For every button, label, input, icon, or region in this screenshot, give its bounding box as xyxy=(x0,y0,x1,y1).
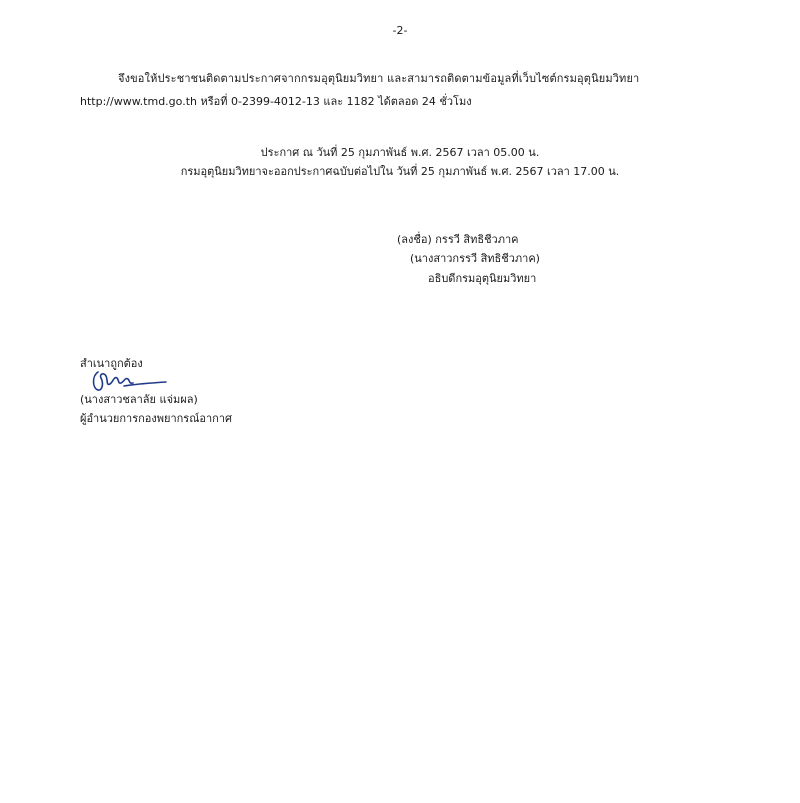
handwritten-signature-icon xyxy=(84,366,174,396)
certified-copy-title: ผู้อำนวยการกองพยากรณ์อากาศ xyxy=(80,412,233,425)
body-paragraph-line-1: จึงขอให้ประชาชนติดตามประกาศจากกรมอุตุนิยมวิทยา และสามารถติดตามข้อมูลที่เว็บไซต์กรมอุตุนิยมวิทยา xyxy=(118,72,640,85)
signature-title: อธิบดีกรมอุตุนิยมวิทยา xyxy=(428,272,537,285)
announcement-issued: ประกาศ ณ วันที่ 25 กุมภาพันธ์ พ.ศ. 2567 เวลา 05.00 น. xyxy=(260,146,540,159)
signature-signed-line: (ลงชื่อ) กรรวี สิทธิชีวภาค xyxy=(397,233,519,246)
signature-name: (นางสาวกรรวี สิทธิชีวภาค) xyxy=(410,252,540,265)
certified-copy-label: สำเนาถูกต้อง xyxy=(80,357,143,370)
certified-copy-name: (นางสาวชลาลัย แจ่มผล) xyxy=(80,393,198,406)
page-number: -2- xyxy=(392,24,408,37)
announcement-next-issue: กรมอุตุนิยมวิทยาจะออกประกาศฉบับต่อไปใน วันที่ 25 กุมภาพันธ์ พ.ศ. 2567 เวลา 17.00 น. xyxy=(180,165,620,178)
body-paragraph-line-2: http://www.tmd.go.th หรือที่ 0-2399-4012-13 และ 1182 ได้ตลอด 24 ชั่วโมง xyxy=(80,95,472,108)
